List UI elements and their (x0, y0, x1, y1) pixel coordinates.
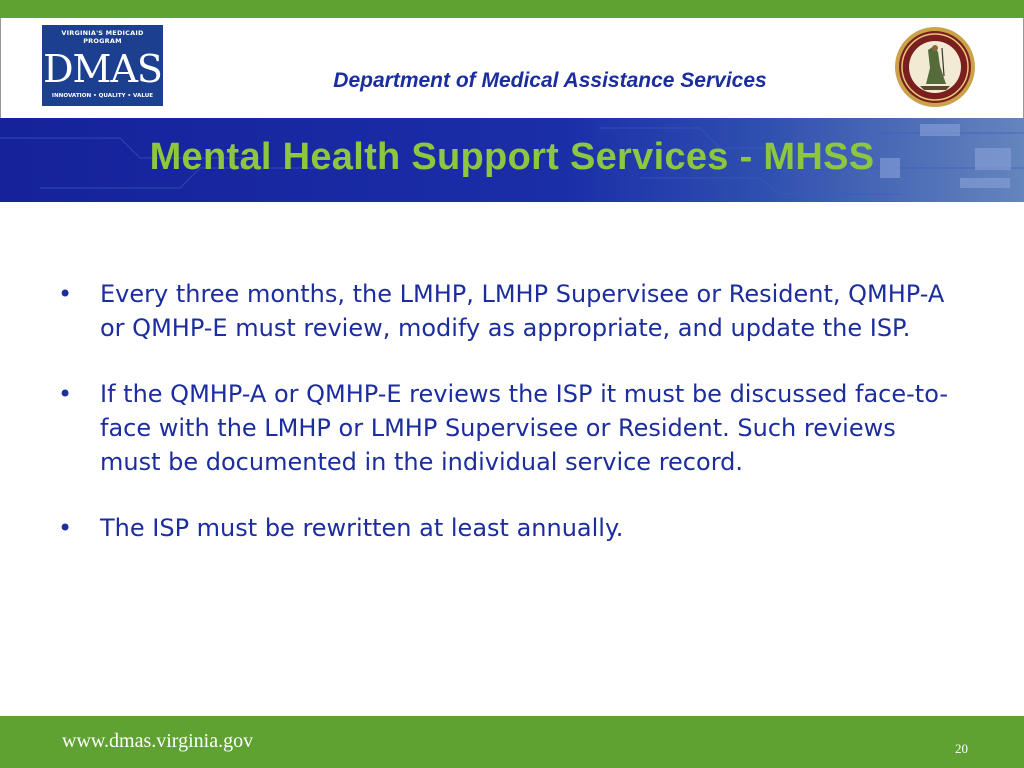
logo-top-text: VIRGINIA'S MEDICAID PROGRAM (61, 29, 144, 45)
top-green-stripe (0, 0, 1024, 18)
list-item (58, 377, 958, 479)
footer-url: www.dmas.virginia.gov (62, 730, 254, 752)
bullet-text: The ISP must be rewritten at least annually. (100, 514, 624, 542)
logo-main-text: DMAS (43, 47, 162, 91)
bullet-text: If the QMHP-A or QMHP-E reviews the ISP it must be discussed face-to-face with the LMHP or LMHP Supervisee or Resident. Such reviews must be documented in the individual service record. (100, 380, 948, 476)
list-item (58, 511, 958, 545)
bullet-list (58, 277, 958, 577)
virginia-seal-icon (894, 26, 976, 108)
list-item (58, 277, 958, 345)
bullet-icon: • (58, 380, 73, 408)
slide-title: Mental Health Support Services - MHSS (149, 136, 875, 178)
bullet-icon: • (58, 514, 73, 542)
bullet-text: Every three months, the LMHP, LMHP Supervisee or Resident, QMHP-A or QMHP-E must review, modify as appropriate, and update the ISP. (100, 280, 945, 342)
department-title: Department of Medical Assistance Services (333, 69, 767, 92)
dmas-logo (42, 25, 163, 106)
page-number: 20 (955, 741, 968, 756)
bullet-icon: • (58, 280, 73, 308)
logo-bottom-text: INNOVATION • QUALITY • VALUE (51, 93, 154, 99)
